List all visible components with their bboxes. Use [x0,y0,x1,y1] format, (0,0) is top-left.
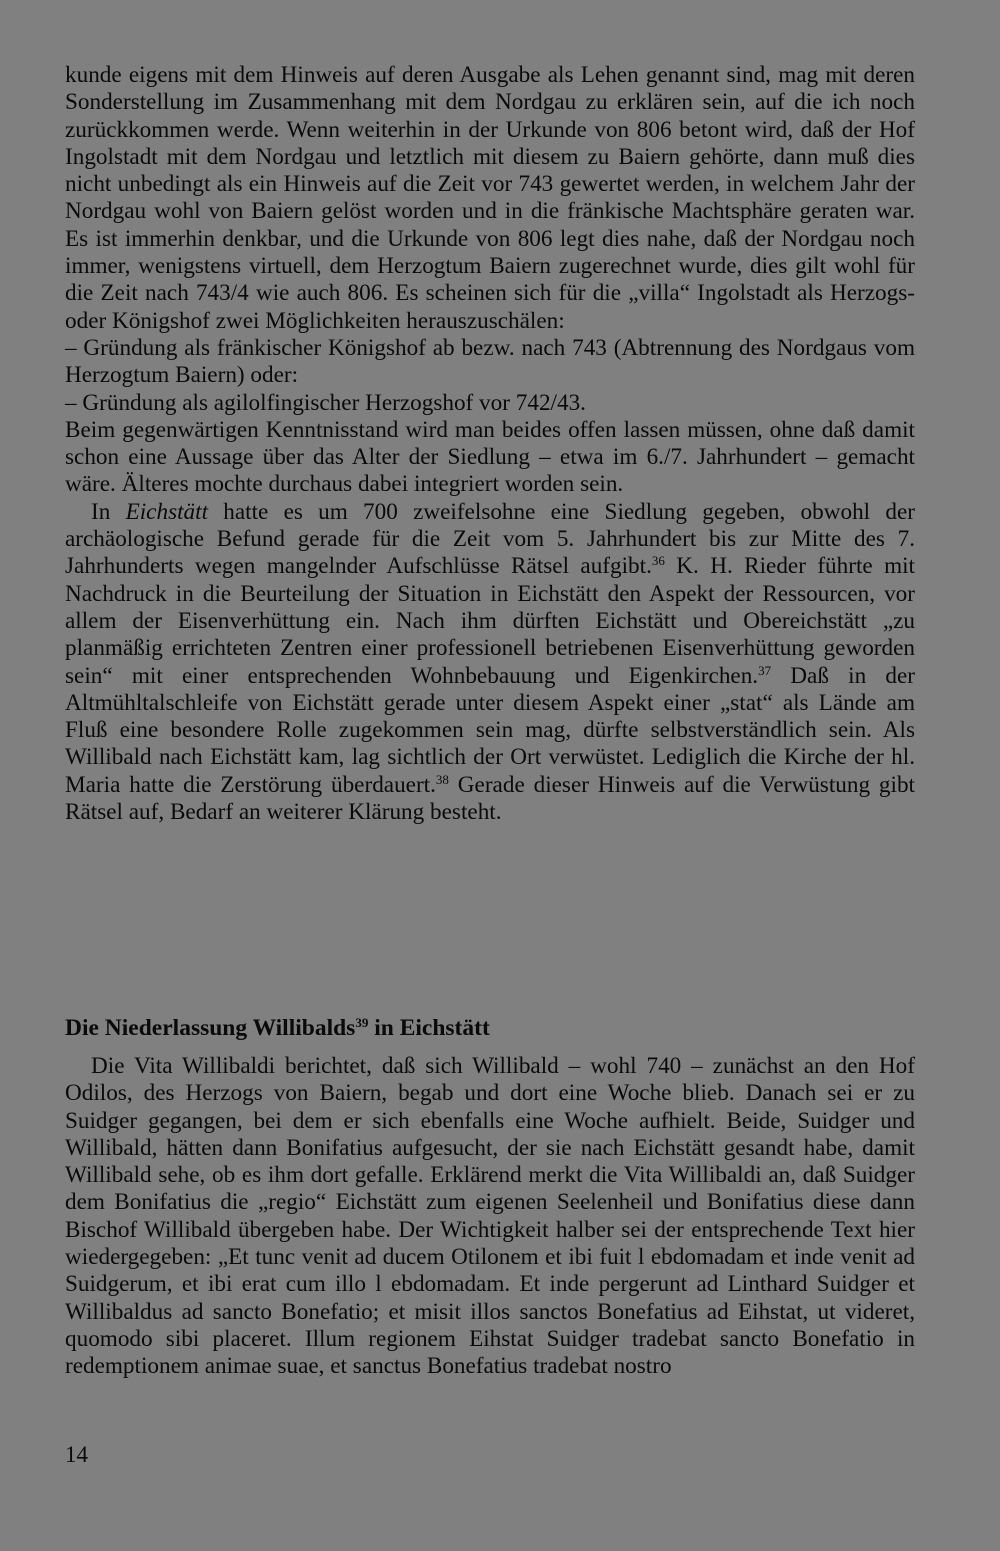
heading-text: in Eichstätt [368,1015,490,1041]
page-number: 14 [65,1442,88,1467]
text-run: hatte es um 700 zweifelsohne eine Siedlung gegeben, obwohl der archäologische Befund gerade für die Zeit vom 5. Jahrhundert bis zur Mitte des 7. Jahrhunderts wegen mangelnder Aufschlüsse Rätsel aufgibt. [65,498,915,580]
heading-text: Die Niederlassung Willibalds [65,1015,356,1041]
text-run: K. H. Rieder führte mit Nachdruck in die Beurteilung der Situation in Eichstätt den Aspekt der Ressourcen, vor allem der Eisenverhüttung ein. Nach ihm dürften Eichstätt und Obereichstätt „zu planmäßig errichteten Zentren einer professionell betriebenen Eisenverhüttung geworden sein“ mit einer entsprechenden Wohnbebauung und Eigenkirchen. [65,553,915,689]
list-item: – Gründung als agilolfingischer Herzogshof vor 742/43. [65,389,586,416]
list-item: – Gründung als fränkischer Königshof ab bezw. nach 743 (Abtrennung des Nordgaus vom Herzogtum Baiern) oder: [65,334,915,389]
paragraph: kunde eigens mit dem Hinweis auf deren Ausgabe als Lehen genannt sind, mag mit deren Sonderstellung im Zusammenhang mit dem Nordgau zu erklären sein, auf die ich noch zurückkommen werde. Wenn weiterhin in der Urkunde von 806 betont wird, daß der Hof Ingolstadt mit dem Nordgau und letztlich mit diesem zu Baiern gehörte, dann muß dies nicht unbedingt als ein Hinweis auf die Zeit vor 743 gewertet werden, in welchem Jahr der Nordgau wohl von Baiern gelöst worden und in die fränkische Machtsphäre geraten war. Es ist immerhin denkbar, und die Urkunde von 806 legt dies nahe, daß der Nordgau noch immer, wenigstens virtuell, dem Herzogtum Baiern zugerechnet wurde, dies gilt wohl für die Zeit nach 743/4 wie auch 806. Es scheinen sich für die „villa“ Ingolstadt als Herzogs- oder Königshof zwei Möglichkeiten herauszuschälen: [65,62,915,334]
text-run: Daß in der Altmühltalschleife von Eichstätt gerade unter diesem Aspekt einer „stat“ als Lände am Fluß eine besondere Rolle zugekommen sein mag, dürfte selbstverständlich sein. Als Willibald nach Eichstätt kam, lag sichtlich der Ort verwüstet. Lediglich die Kirche der hl. Maria hatte die Zerstörung überdauert. [65,662,915,798]
footnote-ref[interactable]: 37 [758,662,772,678]
body-text-bottom [65,1053,915,1381]
footnote-ref[interactable]: 39 [355,1015,369,1030]
text-run: In [91,498,126,525]
footnote-ref[interactable]: 36 [651,553,665,569]
paragraph [65,499,915,827]
footnote-ref[interactable]: 38 [435,771,449,787]
place-name-eichstaett: Eichstätt [125,498,209,525]
paragraph: Beim gegenwärtigen Kenntnisstand wird man beides offen lassen müssen, ohne daß damit schon eine Aussage über das Alter der Siedlung – etwa im 6./7. Jahrhundert – gemacht wäre. Älteres mochte durchaus dabei integriert worden sein. [65,416,915,498]
paragraph: Die Vita Willibaldi berichtet, daß sich Willibald – wohl 740 – zunächst an den Hof Odilos, des Herzogs von Baiern, begab und dort eine Woche blieb. Danach sei er zu Suidger gegangen, bei dem er sich ebenfalls eine Woche aufhielt. Beide, Suidger und Willibald, hätten dann Bonifatius aufgesucht, der sie nach Eichstätt gesandt habe, damit Willibald sehe, ob es ihm dort gefalle. Erklärend merkt die Vita Willibaldi an, daß Suidger dem Bonifatius die „regio“ Eichstätt zum eigenen Seelenheil und Bonifatius diese dann Bischof Willibald übergeben habe. Der Wichtigkeit halber sei der entsprechende Text hier wiedergegeben: „Et tunc venit ad ducem Otilonem et ibi fuit l ebdomadam et inde venit ad Suidgerum, et ibi erat cum illo l ebdomadam. Et inde pergerunt ad Linthard Suidger et Willibaldus ad sancto Bonefatio; et misit illos sanctos Bonefatius ad Eihstat, ut videret, quomodo sibi placeret. Illum regionem Eihstat Suidger tradebat sancto Bonefatio in redemptionem animae suae, et sanctus Bonefatius tradebat nostro [65,1053,915,1380]
body-text-top [65,62,915,826]
section-heading [65,1013,915,1043]
text-run: Gerade dieser Hinweis auf die Verwüstung gibt Rätsel auf, Bedarf an weiterer Klärung besteht. [65,771,915,826]
